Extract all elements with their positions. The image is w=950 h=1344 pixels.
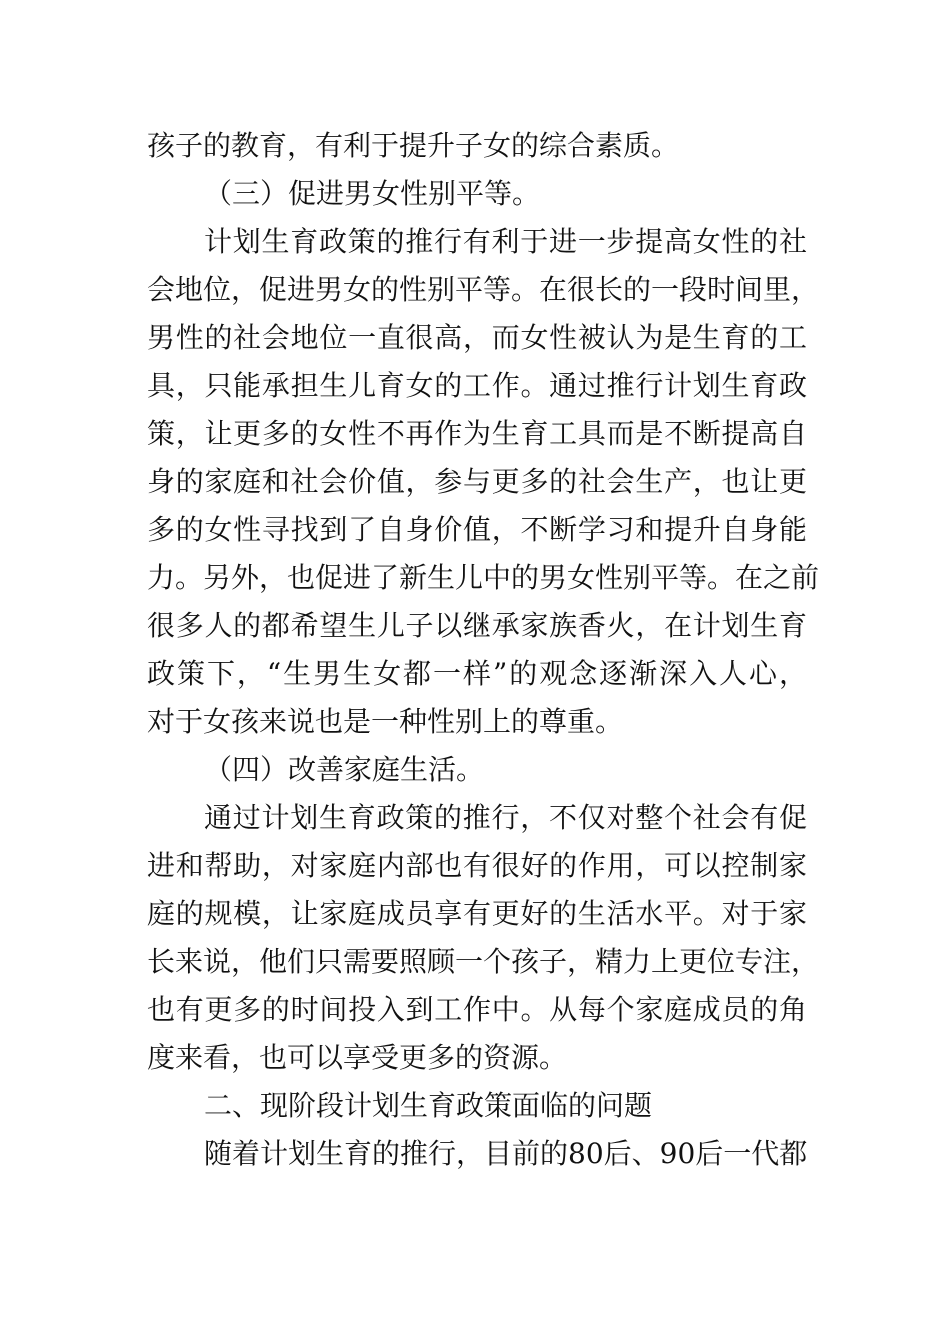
- text-line: 多的女性寻找到了自身价值，不断学习和提升自身能: [147, 513, 807, 546]
- text-line: 进和帮助，对家庭内部也有很好的作用，可以控制家: [147, 849, 807, 882]
- text-line: 长来说，他们只需要照顾一个孩子，精力上更位专注，: [147, 945, 820, 978]
- text-line: 计划生育政策的推行有利于进一步提高女性的社: [204, 225, 807, 258]
- text-line: 男性的社会地位一直很高，而女性被认为是生育的工: [147, 321, 807, 354]
- text-line: （四）改善家庭生活。: [204, 753, 485, 786]
- text-line: 身的家庭和社会价值，参与更多的社会生产，也让更: [147, 465, 807, 498]
- text-line: 很多人的都希望生儿子以继承家族香火，在计划生育: [147, 609, 807, 642]
- text-line: 庭的规模，让家庭成员享有更好的生活水平。对于家: [147, 897, 807, 930]
- text-line: 通过计划生育政策的推行，不仅对整个社会有促: [204, 801, 807, 834]
- text-line: 随着计划生育的推行，目前的80后、90后一代都: [204, 1137, 808, 1170]
- document-body: [147, 122, 820, 1178]
- text-line: 度来看，也可以享受更多的资源。: [147, 1041, 568, 1074]
- text-line: 会地位，促进男女的性别平等。在很长的一段时间里，: [147, 273, 820, 306]
- text-line: 策，让更多的女性不再作为生育工具而是不断提高自: [147, 417, 807, 450]
- text-line: 力。另外，也促进了新生儿中的男女性别平等。在之前: [147, 561, 820, 594]
- text-line: （三）促进男女性别平等。: [204, 177, 541, 210]
- text-line: 孩子的教育，有利于提升子女的综合素质。: [147, 129, 680, 162]
- text-line: 也有更多的时间投入到工作中。从每个家庭成员的角: [147, 993, 807, 1026]
- text-line: 对于女孩来说也是一种性别上的尊重。: [147, 705, 624, 738]
- text-line: 具，只能承担生儿育女的工作。通过推行计划生育政: [147, 369, 807, 402]
- text-line: 政策下，“生男生女都一样”的观念逐渐深入人心，: [147, 657, 807, 690]
- text-line: 二、现阶段计划生育政策面临的问题: [204, 1089, 653, 1122]
